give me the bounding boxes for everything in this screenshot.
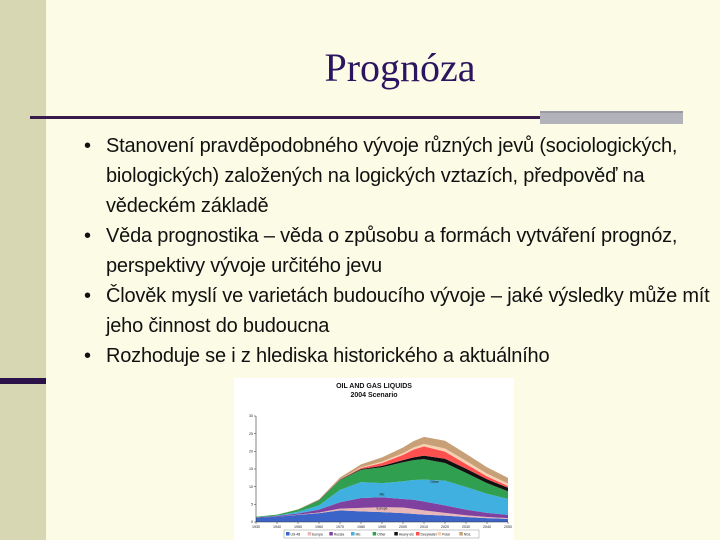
legend-label: US-48 bbox=[290, 532, 301, 537]
y-tick-label: 15 bbox=[249, 467, 253, 472]
bullet-item bbox=[84, 131, 716, 221]
y-tick-label: 20 bbox=[249, 449, 253, 454]
bullet-text: Rozhoduje se i z hlediska historického a aktuálního bbox=[106, 345, 550, 367]
x-tick-label: 1970 bbox=[336, 525, 344, 529]
left-bar-accent bbox=[0, 378, 46, 384]
y-tick-label: 30 bbox=[249, 414, 253, 419]
chart-subtitle: 2004 Scenario bbox=[350, 392, 398, 399]
bullet-icon: • bbox=[84, 285, 91, 307]
chart-annotation: ME bbox=[379, 492, 385, 497]
title-underline-accent bbox=[540, 111, 683, 124]
legend-swatch bbox=[308, 532, 312, 536]
x-tick-label: 1980 bbox=[357, 525, 365, 529]
x-tick-label: 2050 bbox=[504, 525, 512, 529]
x-tick-label: 2040 bbox=[483, 525, 491, 529]
x-tick-label: 1940 bbox=[273, 525, 281, 529]
legend-label: ME bbox=[355, 532, 361, 537]
y-tick-label: 5 bbox=[251, 502, 253, 507]
oil-gas-chart bbox=[234, 378, 514, 540]
chart-svg bbox=[234, 378, 514, 540]
legend-swatch bbox=[351, 532, 355, 536]
x-tick-label: 1960 bbox=[315, 525, 323, 529]
legend-swatch bbox=[394, 532, 398, 536]
legend-label: Russia bbox=[333, 532, 345, 537]
bullet-list bbox=[84, 131, 716, 371]
x-tick-label: 1990 bbox=[378, 525, 386, 529]
x-tick-label: 2020 bbox=[441, 525, 449, 529]
bullet-icon: • bbox=[84, 135, 91, 157]
legend-swatch bbox=[373, 532, 377, 536]
x-tick-label: 2010 bbox=[420, 525, 428, 529]
chart-title: OIL AND GAS LIQUIDS bbox=[336, 383, 412, 390]
title-underline bbox=[30, 116, 540, 119]
slide-title: Prognóza bbox=[324, 45, 476, 90]
legend-label: Polar bbox=[442, 532, 451, 537]
chart-annotation: Europe bbox=[376, 506, 388, 511]
chart-legend bbox=[284, 530, 479, 538]
y-tick-label: 0 bbox=[251, 520, 253, 525]
bullet-item bbox=[84, 341, 716, 371]
x-tick-label: 1930 bbox=[252, 525, 260, 529]
x-tick-label: 2000 bbox=[399, 525, 407, 529]
bullet-icon: • bbox=[84, 345, 91, 367]
legend-swatch bbox=[416, 532, 420, 536]
bullet-text: Člověk myslí ve varietách budoucího vývoje – jaké výsledky může mít jeho činnost do budoucna bbox=[106, 285, 710, 337]
y-tick-label: 10 bbox=[249, 484, 253, 489]
legend-swatch bbox=[459, 532, 463, 536]
legend-label: NGL bbox=[463, 532, 471, 537]
bullet-text: Stanovení pravděpodobného vývoje různých jevů (sociologických, biologických) založených na logických vztazích, předpověď na vědeckém základě bbox=[106, 135, 678, 217]
bullet-item bbox=[84, 281, 716, 341]
legend-label: Heavy etc bbox=[398, 532, 414, 537]
left-sidebar-band bbox=[0, 0, 46, 540]
y-tick-label: 25 bbox=[249, 431, 253, 436]
legend-swatch bbox=[438, 532, 442, 536]
legend-swatch bbox=[286, 532, 290, 536]
x-tick-label: 2030 bbox=[462, 525, 470, 529]
legend-label: Europe bbox=[312, 532, 324, 537]
bullet-icon: • bbox=[84, 225, 91, 247]
legend-label: Other bbox=[377, 532, 386, 537]
legend-swatch bbox=[329, 532, 333, 536]
legend-label: Deepwater bbox=[420, 532, 437, 537]
bullet-item bbox=[84, 221, 716, 281]
chart-annotation: Other bbox=[430, 480, 439, 485]
x-tick-label: 1950 bbox=[294, 525, 302, 529]
bullet-text: Věda prognostika – věda o způsobu a formách vytváření prognóz, perspektivy vývoje určitého jevu bbox=[106, 225, 678, 277]
